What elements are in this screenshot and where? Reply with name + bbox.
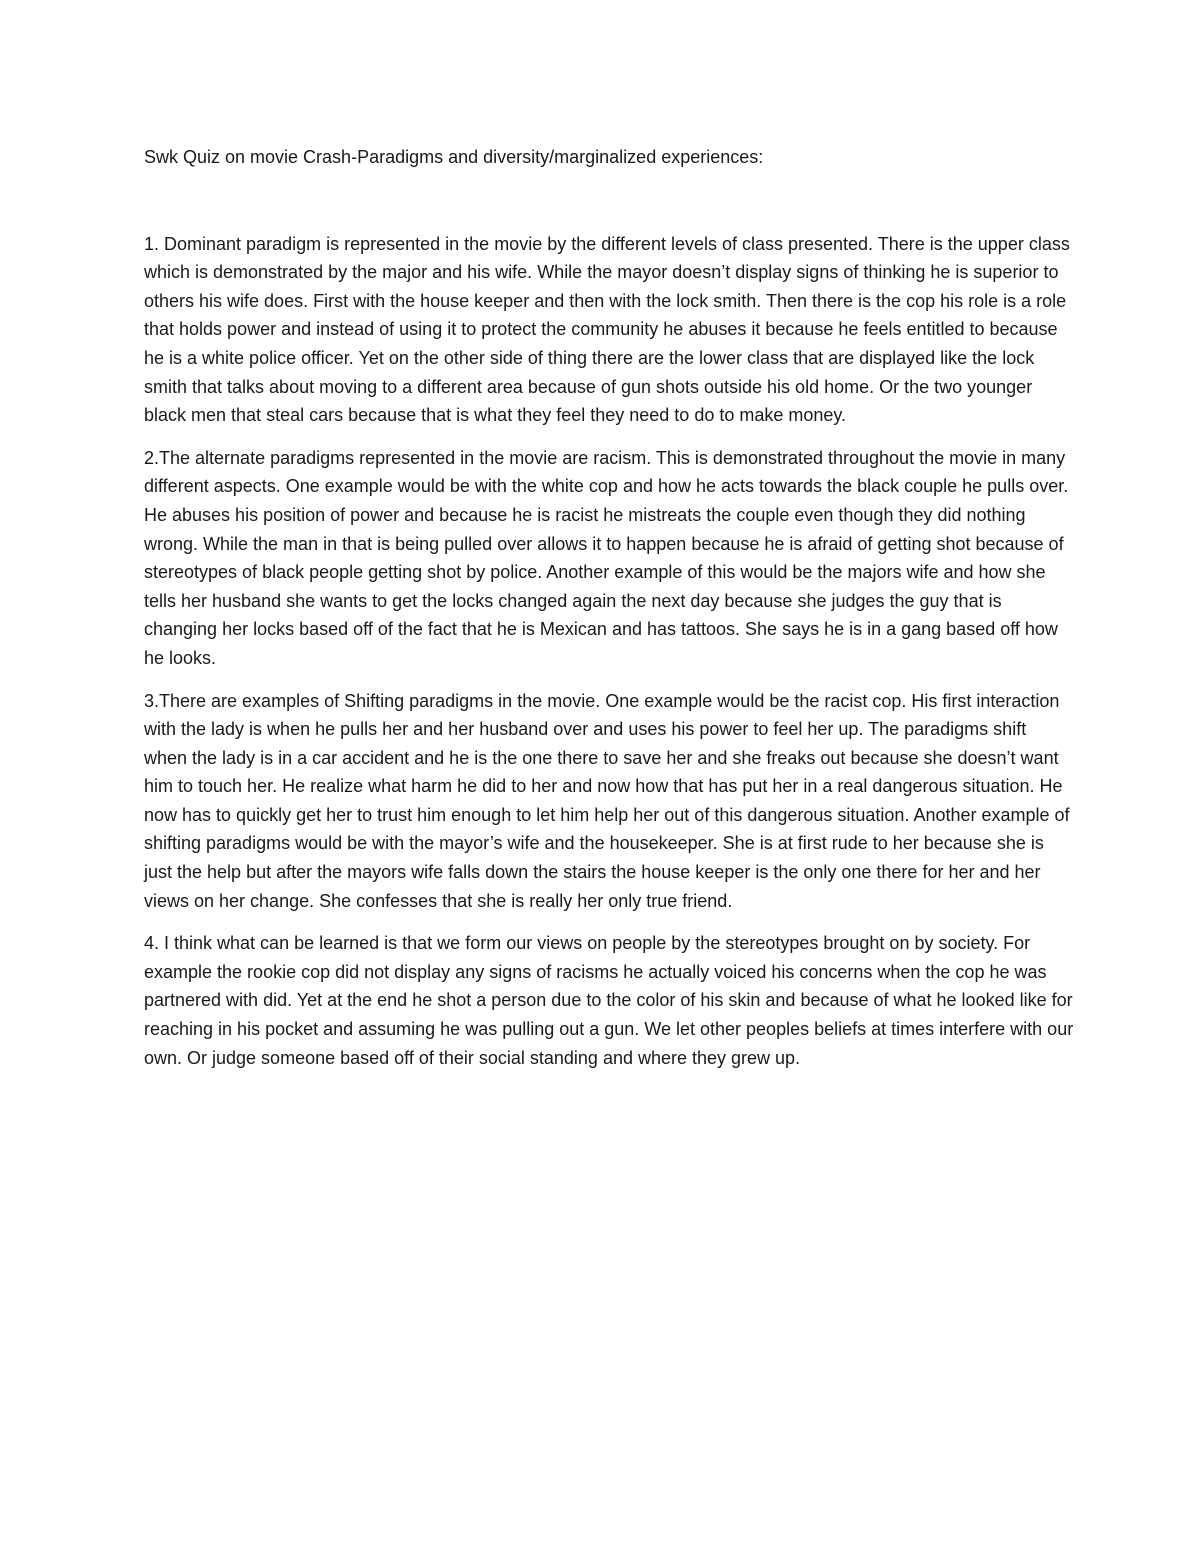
answer-paragraph-1: 1. Dominant paradigm is represented in the movie by the different levels of class presented. There is the upper class which is demonstrated by the major and his wife. While the mayor doesn’t display signs of thinking he is superior to others his wife does. First with the house keeper and then with the lock smith. Then there is the cop his role is a role that holds power and instead of using it to protect the community he abuses it because he feels entitled to because he is a white police officer. Yet on the other side of thing there are the lower class that are displayed like the lock smith that talks about moving to a different area because of gun shots outside his old home. Or the two younger black men that steal cars because that is what they feel they need to do to make money.	[144, 233, 1070, 426]
answer-paragraph-4: 4. I think what can be learned is that we form our views on people by the stereotypes brought on by society. For example the rookie cop did not display any signs of racisms he actually voiced his concerns when the cop he was partnered with did. Yet at the end he shot a person due to the color of his skin and because of what he looked like for reaching in his pocket and assuming he was pulling out a gun. We let other peoples beliefs at times interfere with our own. Or judge someone based off of their social standing and where they grew up.	[144, 933, 1074, 1068]
answer-paragraph-3: 3.There are examples of Shifting paradigms in the movie. One example would be the racist cop. His first interaction with the lady is when he pulls her and her husband over and uses his power to feel her up. The paradigms shift when the lady is in a car accident and he is the one there to save her and she freaks out because she doesn’t want him to touch her. He realize what harm he did to her and now how that has put her in a real dangerous situation. He now has to quickly get her to trust him enough to let him help her out of this dangerous situation. Another example of shifting paradigms would be with the mayor’s wife and the housekeeper. She is at first rude to her because she is just the help but after the mayors wife falls down the stairs the house keeper is the only one there for her and her views on her change. She confesses that she is really her only true friend.	[144, 690, 1070, 911]
document-title: Swk Quiz on movie Crash-Paradigms and diversity/marginalized experiences:	[144, 147, 764, 167]
answer-paragraph-2: 2.The alternate paradigms represented in the movie are racism. This is demonstrated throughout the movie in many different aspects. One example would be with the white cop and how he acts towards the black couple he pulls over. He abuses his position of power and because he is racist he mistreats the couple even though they did nothing wrong. While the man in that is being pulled over allows it to happen because he is afraid of getting shot because of stereotypes of black people getting shot by police. Another example of this would be the majors wife and how she tells her husband she wants to get the locks changed again the next day because she judges the guy that is changing her locks based off of the fact that he is Mexican and has tattoos. She says he is in a gang based off how he looks.	[144, 447, 1069, 668]
document-body	[144, 143, 1074, 1086]
